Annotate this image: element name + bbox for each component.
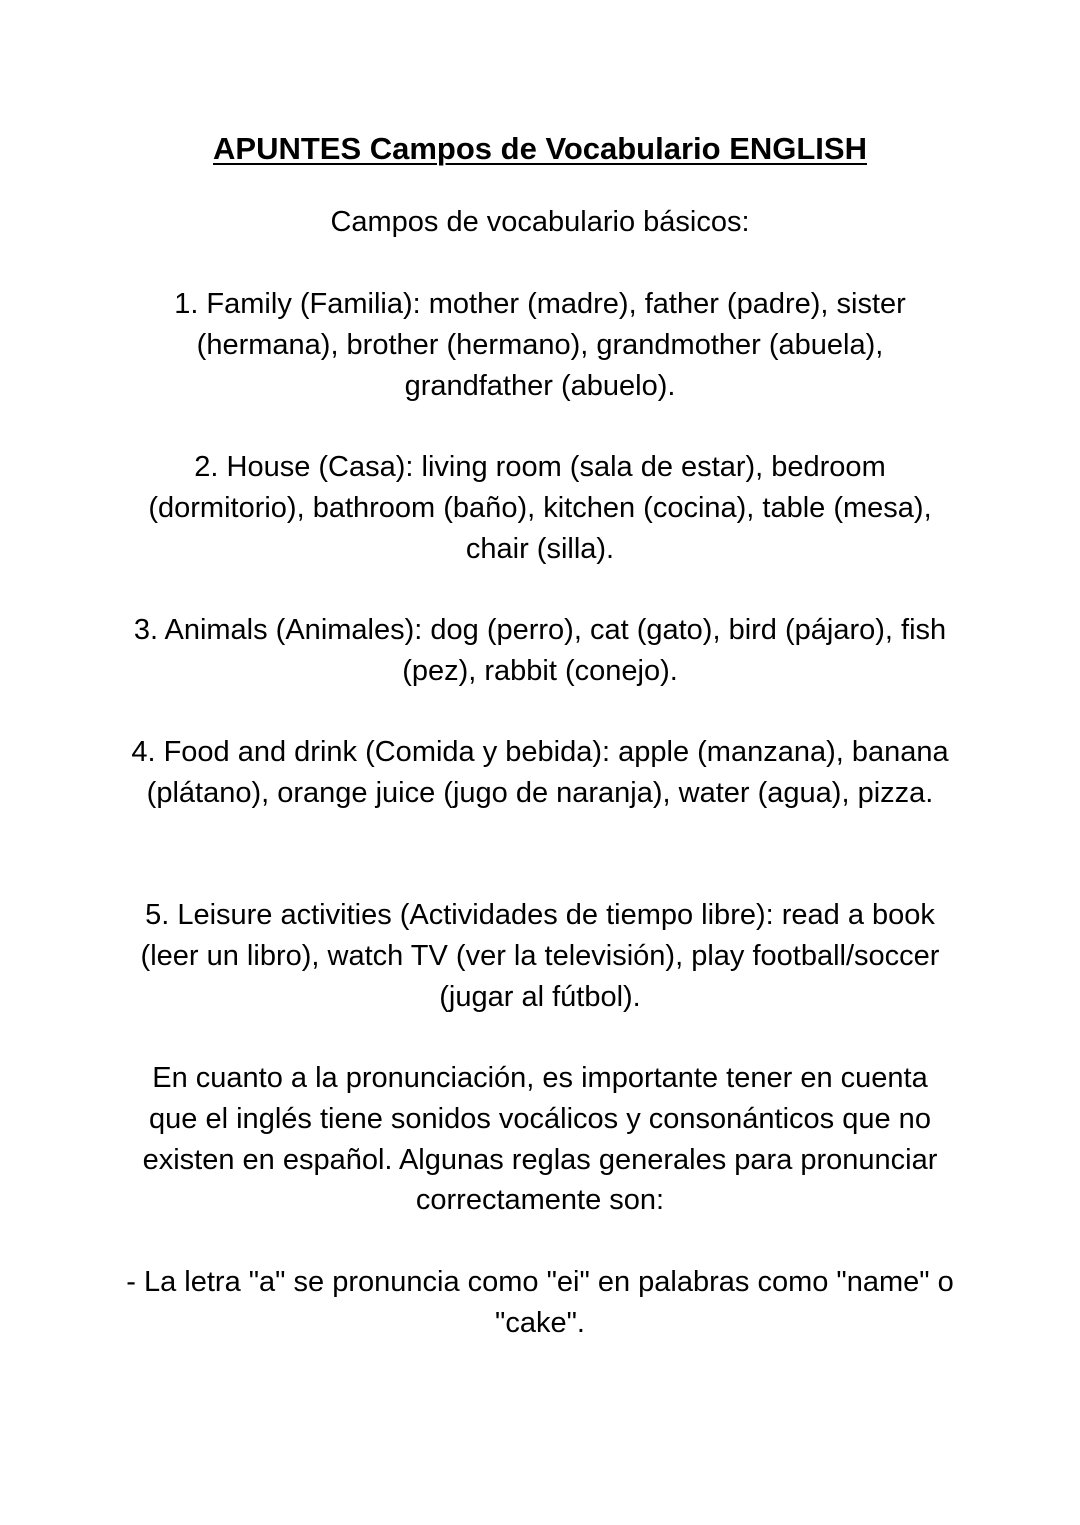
animals-vocabulary-paragraph: 3. Animals (Animales): dog (perro), cat (gato), bird (pájaro), fish (pez), rabbit (conejo). [133, 614, 947, 687]
leisure-vocabulary-paragraph: 5. Leisure activities (Actividades de tiempo libre): read a book (leer un libro), watch TV (ver la televisión), play football/soccer (jugar al fútbol). [140, 899, 940, 1013]
section-subtitle: Campos de vocabulario básicos: [330, 206, 750, 238]
pronunciation-rule: - La letra "a" se pronuncia como "ei" en palabras como "name" o "cake". [126, 1266, 954, 1339]
family-vocabulary-paragraph: 1. Family (Familia): mother (madre), father (padre), sister (hermana), brother (hermano), grandmother (abuela), grandfather (abuelo). [174, 288, 906, 402]
page-title: APUNTES Campos de Vocabulario ENGLISH [213, 131, 867, 166]
pronunciation-paragraph: En cuanto a la pronunciación, es importante tener en cuenta que el inglés tiene sonidos vocálicos y consonánticos que no existen en español. Algunas reglas generales para pronunciar correctamente son: [142, 1062, 938, 1217]
house-vocabulary-paragraph: 2. House (Casa): living room (sala de estar), bedroom (dormitorio), bathroom (baño), kitchen (cocina), table (mesa), chair (silla). [148, 451, 932, 565]
food-vocabulary-paragraph: 4. Food and drink (Comida y bebida): apple (manzana), banana (plátano), orange juice (jugo de naranja), water (agua), pizza. [131, 736, 949, 809]
